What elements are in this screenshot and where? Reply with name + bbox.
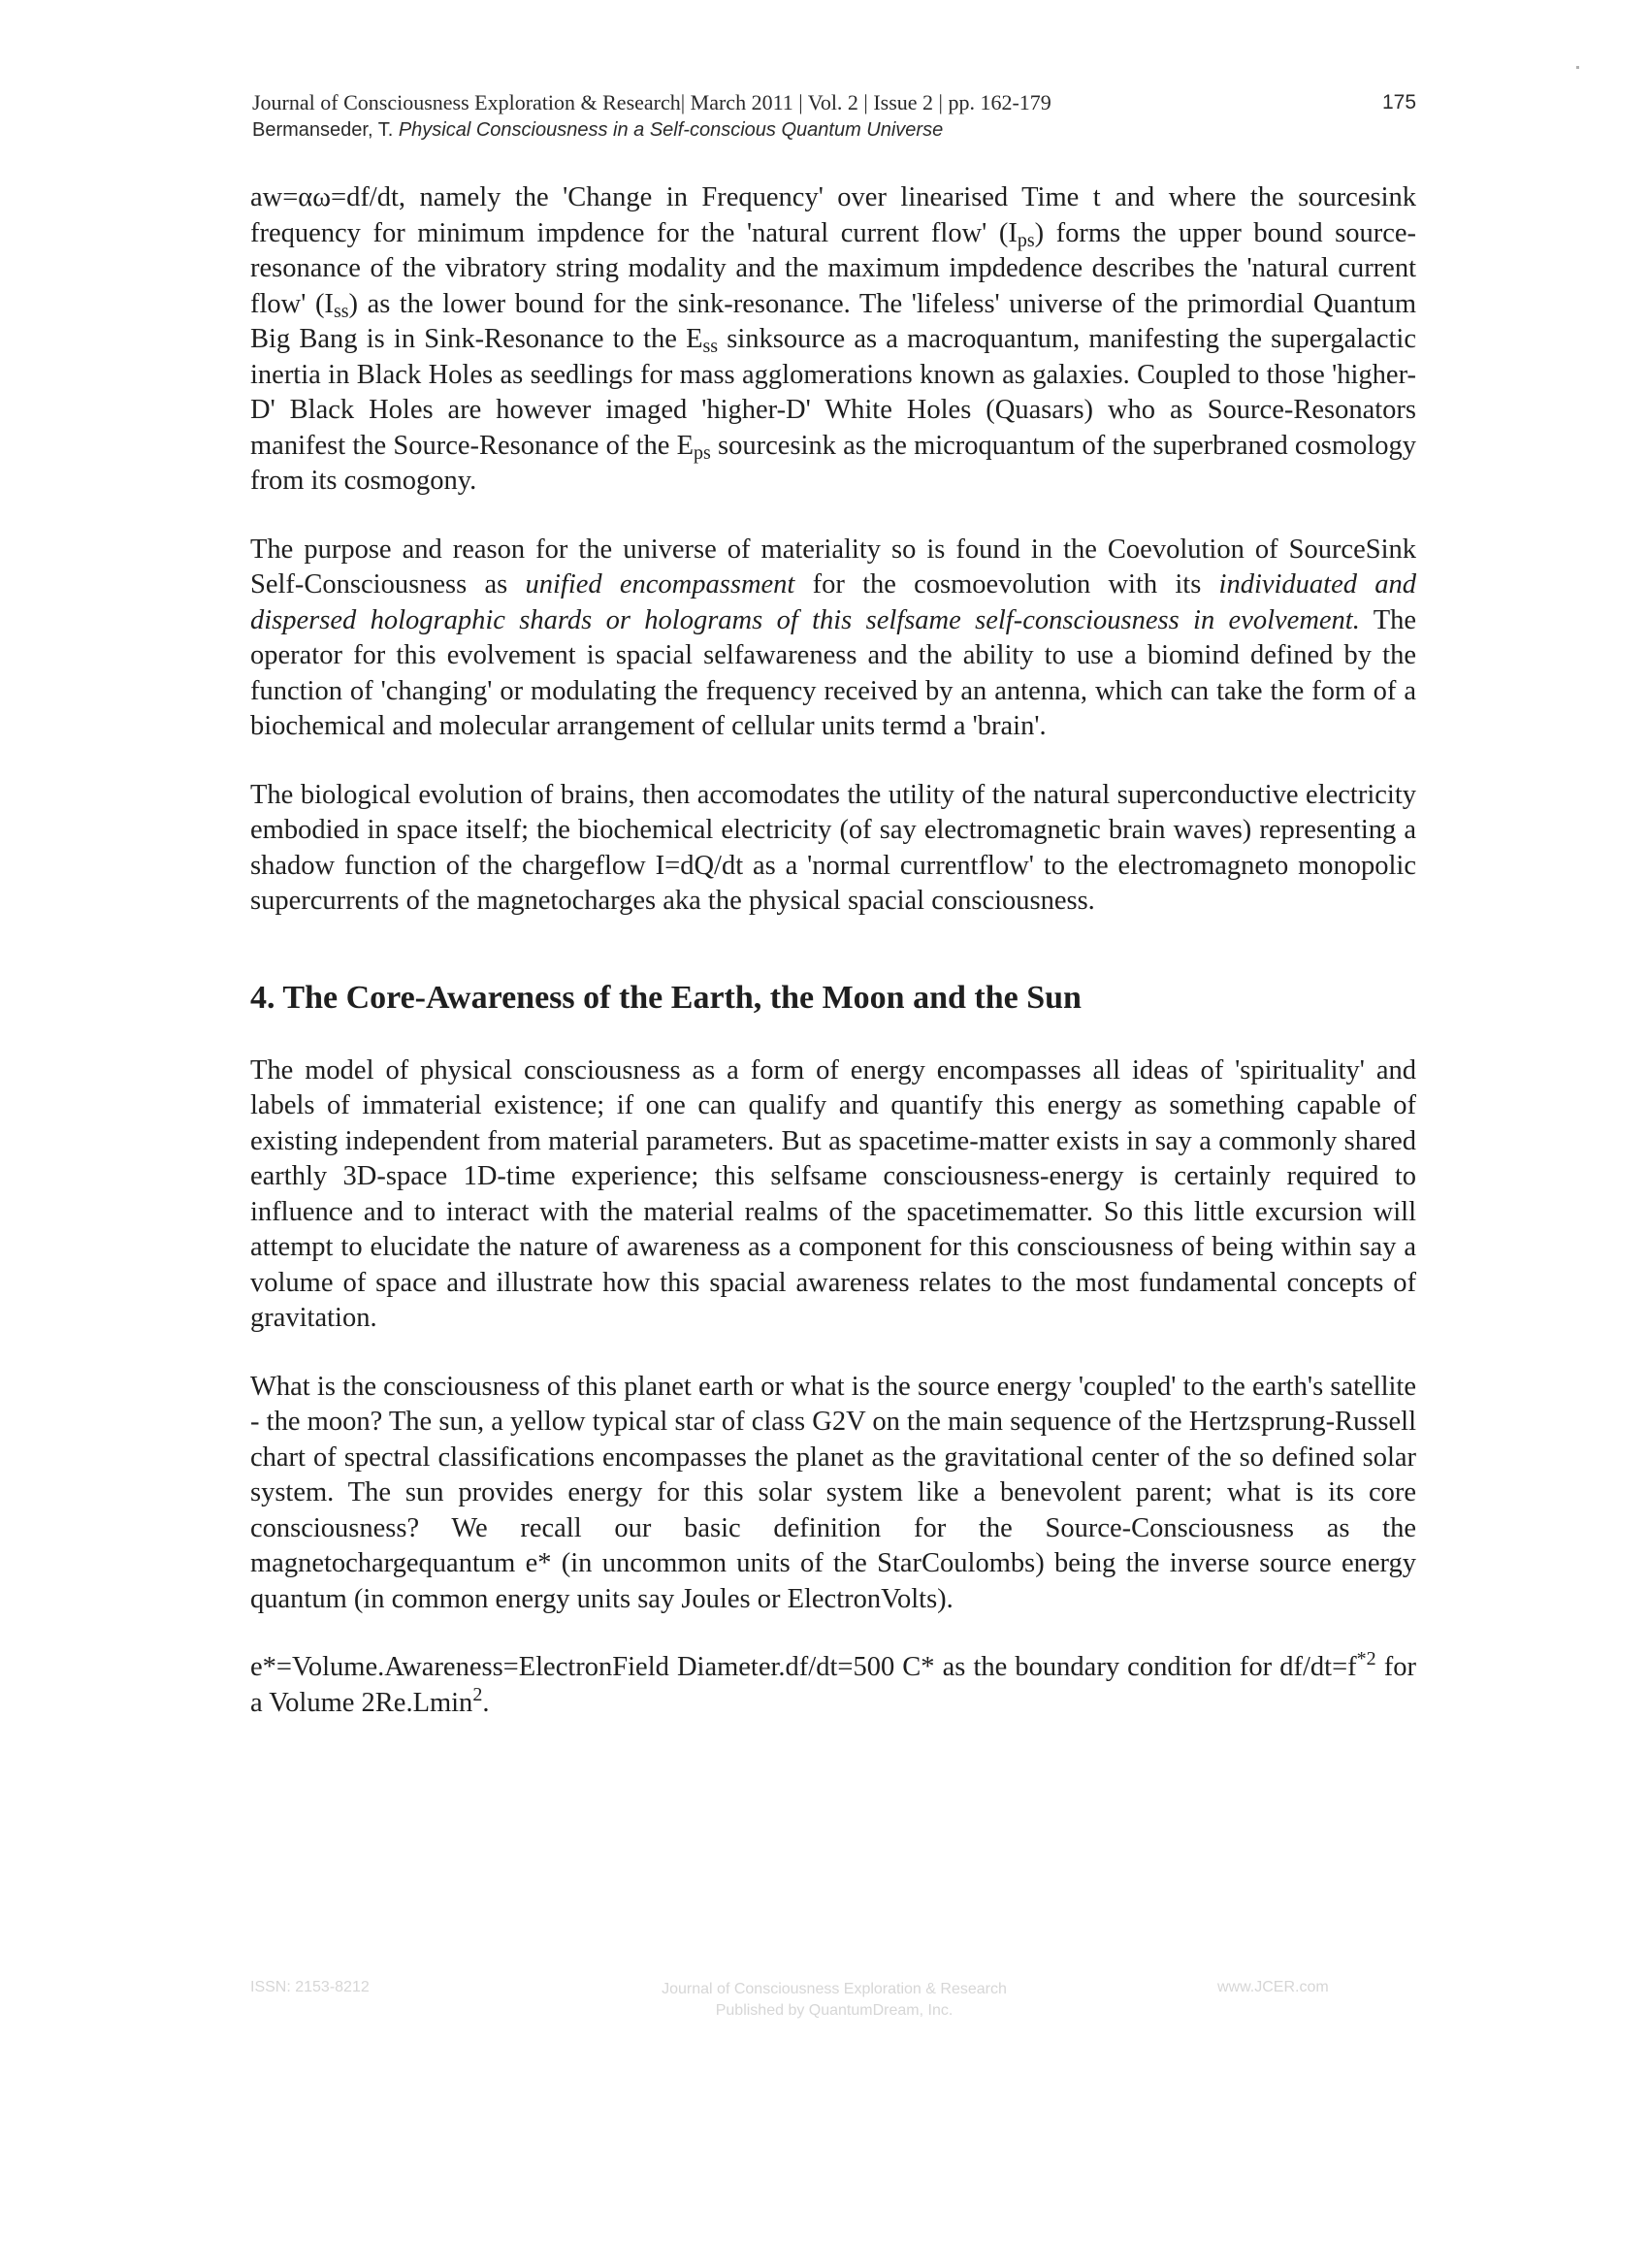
footer-journal-name: Journal of Consciousness Exploration & Research — [662, 1981, 1007, 1997]
footer-published-by: Published by QuantumDream, Inc. — [715, 2002, 954, 2019]
article-title: Physical Consciousness in a Self-conscious Quantum Universe — [398, 119, 944, 141]
page-footer — [0, 1979, 1649, 2057]
paragraph-3: The biological evolution of brains, then accomodates the utility of the natural superconductive electricity embodied in space itself; the biochemical electricity (of say electromagnetic brain waves) representing a shadow function of the chargeflow I=dQ/dt as a 'normal currentflow' to the electromagneto monopolic supercurrents of the magnetocharges aka the physical spacial consciousness. — [250, 779, 1416, 916]
footer-website: www.JCER.com — [1217, 1979, 1329, 1995]
section-heading: 4. The Core-Awareness of the Earth, the Moon and the Sun — [250, 979, 1082, 1016]
article-body — [250, 180, 1416, 1754]
paragraph-5: What is the consciousness of this planet earth or what is the source energy 'coupled' to the earth's satellite - the moon? The sun, a yellow typical star of class G2V on the main sequence of the Hertzsprung-Russell chart of spectral classifications encompasses the planet as the gravitational center of the so defined solar system. The sun provides energy for this solar system like a benevolent parent; what is its core consciousness? We recall our basic definition for the Source-Consciousness as the magnetochargequantum e* (in uncommon units of the StarCoulombs) being the inverse source energy quantum (in common energy units say Joules or ElectronVolts). — [250, 1371, 1416, 1614]
footer-publisher — [630, 1979, 1038, 2022]
scan-speck — [1576, 66, 1579, 69]
footer-issn: ISSN: 2153-8212 — [250, 1979, 370, 1995]
paragraph-4: The model of physical consciousness as a form of energy encompasses all ideas of 'spirituality' and labels of immaterial existence; if one can qualify and quantify this energy as something capable of existing independent from material parameters. But as spacetime-matter exists in say a commonly shared earthly 3D-space 1D-time experience; this selfsame consciousness-energy is certainly required to influence and to interact with the material realms of the spacetimematter. So this little excursion will attempt to elucidate the nature of awareness as a component for this consciousness of being within say a volume of space and illustrate how this spacial awareness relates to the most fundamental concepts of gravitation. — [250, 1054, 1416, 1333]
page-number: 175 — [1382, 91, 1417, 113]
equation-paragraph: e*=Volume.Awareness=ElectronField Diameter.df/dt=500 C* as the boundary condition for $df/dt=f^{*2}$ for a Volume 2Re.Lmin$^2$. — [250, 1648, 1416, 1718]
paragraph-1: aw=αω=df/dt, namely the 'Change in Frequency' over linearised Time t and where the sourcesink frequency for minimum impdence for the 'natural current flow' $(I_{ps})$ forms the upper bound source-resonance of the vibratory string modality and the maximum impdedence describes the 'natural current flow' $(I_{ss})$ as the lower bound for the sink-resonance. The 'lifeless' universe of the primordial Quantum Big Bang is in Sink-Resonance to the $E_{ss}$ sinksource as a macroquantum, manifesting the supergalactic inertia in Black Holes as seedlings for mass agglomerations known as galaxies. Coupled to those 'higher-D' Black Holes are however imaged 'higher-D' White Holes (Quasars) who as Source-Resonators manifest the Source-Resonance of the $E_{ps}$ sourcesink as the microquantum of the superbraned cosmology from its cosmogony. — [250, 182, 1417, 496]
author-name: Bermanseder, T. — [252, 119, 394, 141]
running-header-journal: Journal of Consciousness Exploration & Research| March 2011 | Vol. 2 | Issue 2 | pp. 162-179 — [252, 90, 1051, 114]
paragraph-2: The purpose and reason for the universe of materiality so is found in the Coevolution of SourceSink Self-Consciousness as unified encompassment for the cosmoevolution with its individuated and dispersed holographic shards or holograms of this selfsame self-consciousness in evolvement. The operator for this evolvement is spacial selfawareness and the ability to use a biomind defined by the function of 'changing' or modulating the frequency received by an antenna, which can take the form of a biochemical and molecular arrangement of cellular units termd a 'brain'. — [250, 534, 1417, 741]
running-header-author — [252, 117, 1222, 143]
